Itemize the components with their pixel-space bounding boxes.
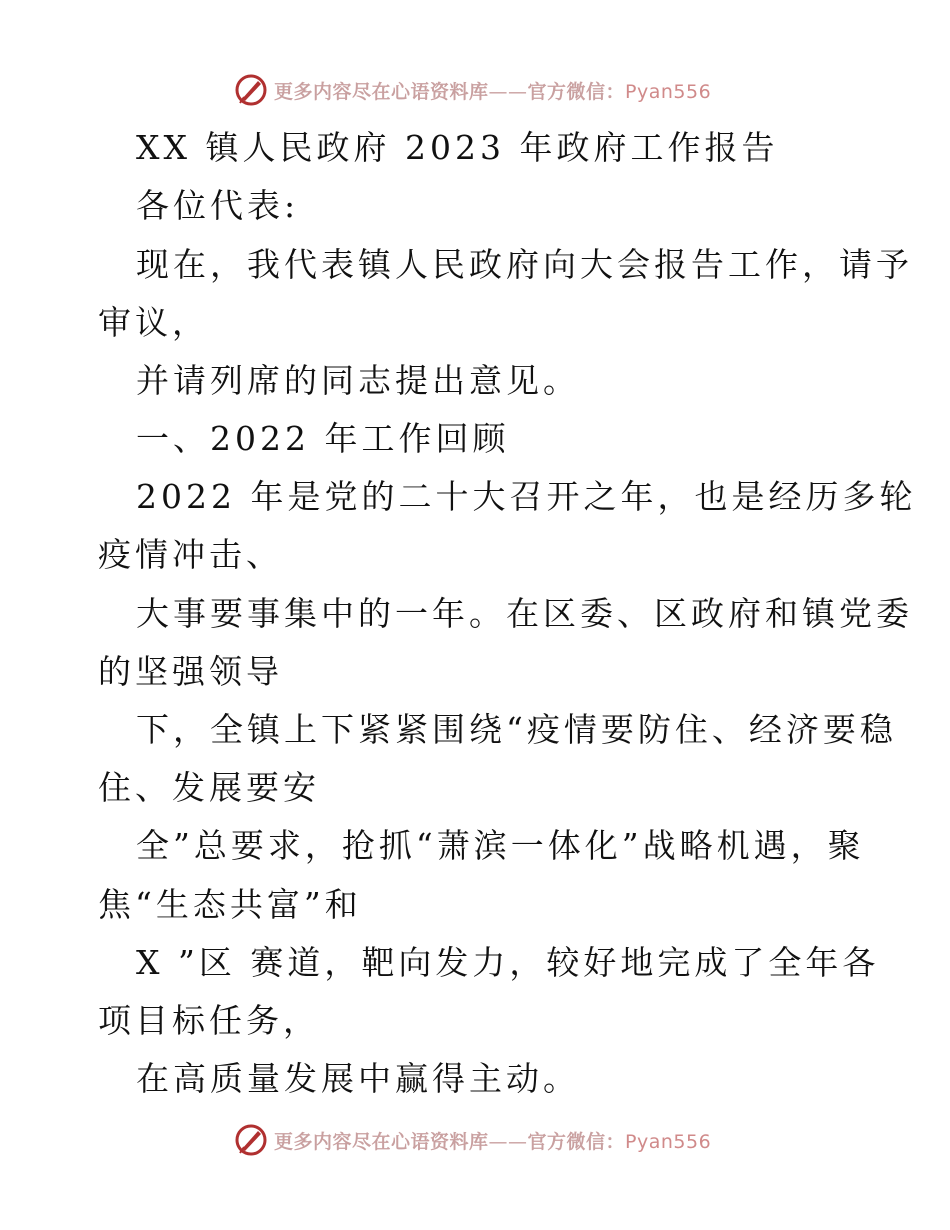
paragraph-line: 疫情冲击、 — [98, 535, 283, 574]
quill-seal-icon — [234, 73, 268, 107]
paragraph-line: 下，全镇上下紧紧围绕“疫情要防住、经济要稳 — [136, 710, 897, 749]
paragraph-line: 2022 年是党的二十大召开之年，也是经历多轮 — [136, 477, 917, 516]
watermark-text: 更多内容尽在心语资料库——官方微信：Pyan556 — [274, 80, 712, 103]
paragraph-line: 项目标任务， — [98, 1001, 320, 1040]
quill-seal-icon — [234, 1123, 268, 1157]
watermark-header — [234, 72, 711, 108]
document-title: XX 镇人民政府 2023 年政府工作报告 — [136, 128, 779, 167]
watermark-text: 更多内容尽在心语资料库——官方微信：Pyan556 — [274, 1130, 712, 1153]
paragraph-line: 审议， — [98, 303, 209, 342]
paragraph-line: 并请列席的同志提出意见。 — [136, 361, 580, 400]
section-heading: 一、2022 年工作回顾 — [136, 419, 510, 458]
salutation: 各位代表: — [136, 186, 300, 225]
paragraph-line: 现在，我代表镇人民政府向大会报告工作，请予 — [136, 245, 913, 284]
paragraph-line: 在高质量发展中赢得主动。 — [136, 1059, 580, 1098]
paragraph-line: 焦“生态共富”和 — [98, 885, 362, 924]
paragraph-line: X ”区 赛道，靶向发力，较好地完成了全年各 — [136, 943, 880, 982]
watermark-footer — [234, 1122, 711, 1158]
paragraph-line: 大事要事集中的一年。在区委、区政府和镇党委 — [136, 594, 913, 633]
paragraph-line: 的坚强领导 — [98, 652, 283, 691]
paragraph-line: 住、发展要安 — [98, 768, 320, 807]
paragraph-line: 全”总要求，抢抓“萧滨一体化”战略机遇，聚 — [136, 826, 865, 865]
